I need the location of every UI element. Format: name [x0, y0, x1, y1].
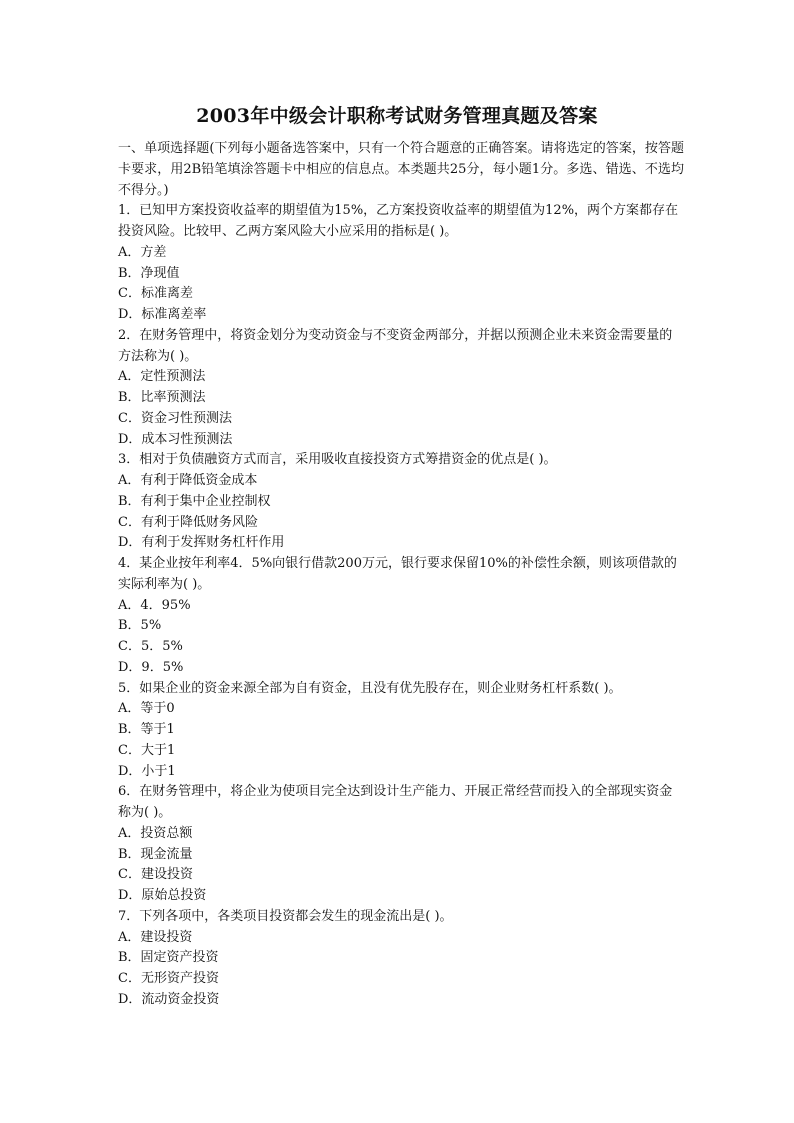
question-1 [118, 201, 684, 326]
answer-option-b: B．比率预测法 [118, 390, 206, 405]
document-body [118, 139, 684, 1011]
question-stem: 7．下列各项中，各类项目投资都会发生的现金流出是( )。 [118, 908, 453, 924]
answer-option-a: A．投资总额 [118, 825, 193, 841]
answer-option-b: B．现金流量 [118, 846, 193, 862]
answer-option-d: D．原始总投资 [118, 888, 207, 903]
answer-option-a: A．建设投资 [118, 929, 193, 945]
answer-option-c: C．资金习性预测法 [118, 410, 232, 426]
answer-option-b: B．净现值 [118, 265, 180, 281]
question-7 [118, 907, 684, 1011]
answer-option-d: D．成本习性预测法 [118, 431, 233, 447]
answer-option-a: A．有利于降低资金成本 [118, 473, 258, 488]
question-6 [118, 782, 684, 907]
answer-option-c: C．5．5% [118, 639, 183, 654]
answer-option-c: C．标准离差 [118, 286, 193, 302]
question-2 [118, 326, 684, 451]
answer-option-c: C．建设投资 [118, 867, 193, 883]
answer-option-b: B．有利于集中企业控制权 [118, 493, 271, 509]
answer-option-d: D．标准离差率 [118, 307, 207, 322]
question-5 [118, 679, 684, 783]
question-stem: 6．在财务管理中，将企业为使项目完全达到设计生产能力、开展正常经营而投入的全部现实资金称为( )。 [118, 784, 673, 820]
answer-option-a: A．方差 [118, 244, 167, 260]
answer-option-b: B．固定资产投资 [118, 950, 219, 966]
section-intro: 一、单项选择题(下列每小题备选答案中，只有一个符合题意的正确答案。请将选定的答案，按答题卡要求，用2B铅笔填涂答题卡中相应的信息点。本类题共25分，每小题1分。多选、错选、不选均不得分。) [118, 141, 684, 198]
answer-option-b: B．5% [118, 618, 162, 634]
question-3 [118, 450, 684, 554]
answer-option-b: B．等于1 [118, 722, 175, 737]
question-stem: 2．在财务管理中，将资金划分为变动资金与不变资金两部分，并据以预测企业未来资金需要量的方法称为( )。 [118, 327, 673, 364]
answer-option-d: D．9．5% [118, 659, 184, 675]
question-stem: 5．如果企业的资金来源全部为自有资金，且没有优先股存在，则企业财务杠杆系数( )。 [118, 680, 622, 696]
answer-option-d: D．有利于发挥财务杠杆作用 [118, 535, 285, 551]
answer-option-d: D．流动资金投资 [118, 991, 220, 1007]
answer-option-c: C．无形资产投资 [118, 971, 219, 986]
answer-option-a: A．4．95% [118, 597, 191, 613]
question-stem: 3．相对于负债融资方式而言，采用吸收直接投资方式筹措资金的优点是( )。 [118, 452, 557, 468]
answer-option-d: D．小于1 [118, 763, 176, 779]
document-title: 2003年中级会计职称考试财务管理真题及答案 [196, 105, 598, 127]
question-stem: 1．已知甲方案投资收益率的期望值为15%，乙方案投资收益率的期望值为12%，两个方案都存在投资风险。比较甲、乙两方案风险大小应采用的指标是( )。 [118, 203, 679, 239]
question-4 [118, 554, 684, 679]
answer-option-c: C．大于1 [118, 742, 176, 758]
answer-option-c: C．有利于降低财务风险 [118, 514, 258, 530]
question-stem: 4．某企业按年利率4．5%向银行借款200万元，银行要求保留10%的补偿性余额，则该项借款的实际利率为( )。 [118, 556, 677, 592]
answer-option-a: A．定性预测法 [118, 369, 206, 385]
answer-option-a: A．等于0 [118, 701, 175, 717]
